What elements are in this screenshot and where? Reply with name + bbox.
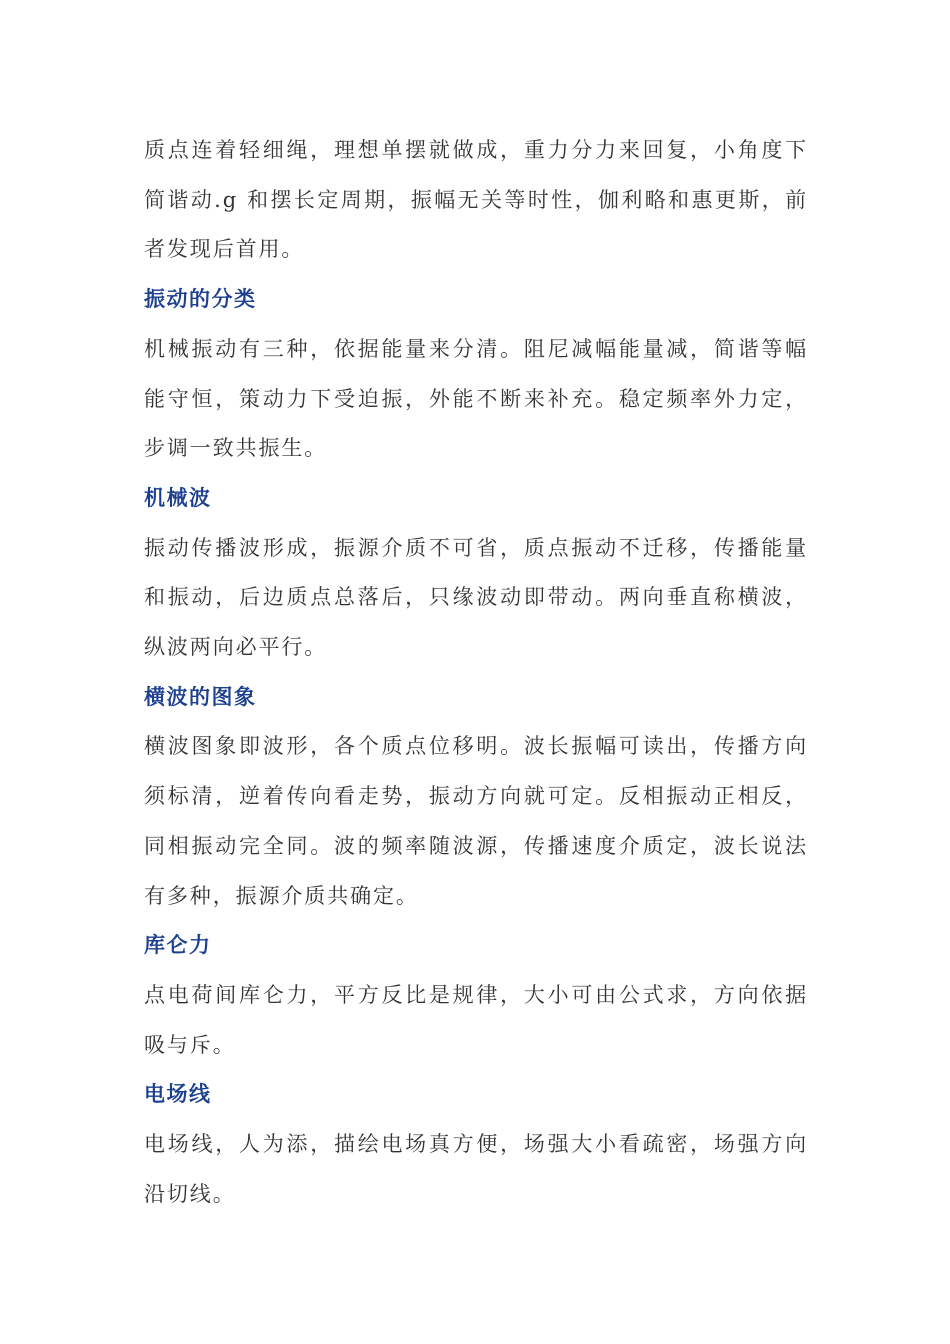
section-heading: 机械波 [144,485,212,510]
section-body: 点电荷间库仑力，平方反比是规律，大小可由公式求，方向依据吸与斥。 [144,982,808,1057]
section-coulomb-force [144,921,808,1070]
section-body: 横波图象即波形，各个质点位移明。波长振幅可读出，传播方向须标清，逆着传向看走势，振动方向就可定。反相振动正相反，同相振动完全同。波的频率随波源，传播速度介质定，波长说法有多种，振源介质共确定。 [144,734,808,908]
section-vibration-classification [144,275,808,474]
section-body: 机械振动有三种，依据能量来分清。阻尼减幅能量减，简谐等幅能守恒，策动力下受迫振，外能不断来补充。稳定频率外力定，步调一致共振生。 [144,336,808,461]
section-mechanical-wave [144,474,808,673]
section-body: 电场线，人为添，描绘电场真方便，场强大小看疏密，场强方向沿切线。 [144,1132,808,1206]
section-electric-field-lines [144,1070,808,1219]
section-heading: 电场线 [144,1082,212,1107]
section-transverse-wave-graph [144,673,808,922]
section-body: 振动传播波形成，振源介质不可省，质点振动不迁移，传播能量和振动，后边质点总落后，只缘波动即带动。两向垂直称横波，纵波两向必平行。 [144,535,808,660]
document-content [144,126,808,1219]
section-heading: 库仑力 [144,933,212,958]
section-heading: 振动的分类 [144,287,257,312]
section-heading: 横波的图象 [144,684,257,709]
intro-paragraph: 质点连着轻细绳，理想单摆就做成，重力分力来回复，小角度下简谐动.g 和摆长定周期，振幅无关等时性，伽利略和惠更斯，前者发现后首用。 [144,138,808,262]
